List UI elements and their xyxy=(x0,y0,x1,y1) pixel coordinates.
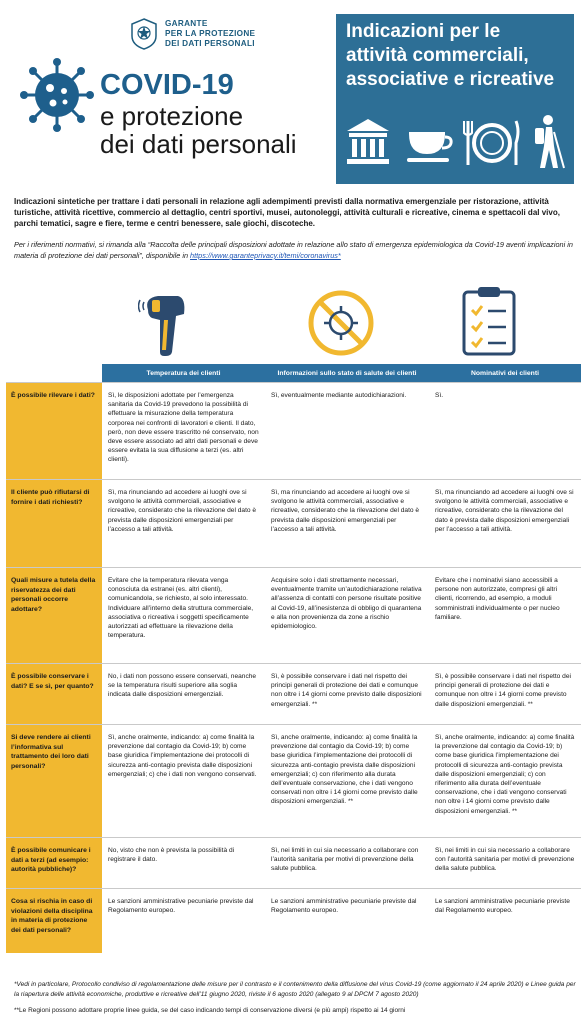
table-cell: Evitare che i nominativi siano accessibili a persone non autorizzate, compresi gli altri clienti, ricorrendo, ad esempio, a moduli somministrati individualmente o per nucleo familiare. xyxy=(435,577,560,621)
table-cell: Le sanzioni amministrative pecuniarie previste dal Regolamento europeo. xyxy=(435,898,570,915)
table-cell: Sì, nei limiti in cui sia necessario a collaborare con l’autorità sanitaria per motivi di prevenzione della salute pubblica. xyxy=(435,847,575,873)
table-row xyxy=(6,837,581,888)
data-table xyxy=(6,364,581,953)
garante-line-3: DEI DATI PERSONALI xyxy=(165,39,255,48)
covid-title: COVID-19 xyxy=(100,69,234,101)
table-cell: Sì, anche oralmente, indicando: a) come finalità la prevenzione dal contagio da Covid-19; b) come base giuridica l’implementazione dei protocolli di sicurezza anti-contagio prevista dalle disposizioni emergenziali; c) con riferimento alla durata dell’eventuale conservazione, che i dati vengono conservati non oltre i 14 giorni come previsto dalle disposizioni emergenziali. ** xyxy=(271,734,418,806)
table-corner xyxy=(6,364,102,382)
plate-cutlery-icon xyxy=(462,117,522,169)
row-question: Quali misure a tutela della riservatezza dei dati personali occorre adottare? xyxy=(6,568,102,663)
intro-reference xyxy=(14,239,579,261)
table-row xyxy=(6,724,581,837)
garante-line-2: PER LA PROTEZIONE xyxy=(165,29,256,38)
table-cell: Sì, è possibile conservare i dati nel rispetto dei principi generali di protezione dei dati e comunque non oltre i 14 giorni come previsto dalle disposizioni emergenziali. ** xyxy=(435,673,571,708)
table-header-row xyxy=(6,364,581,382)
garante-emblem-icon xyxy=(130,18,158,50)
covid-subtitle-line-2: dei dati personali xyxy=(100,129,297,159)
table-cell: Le sanzioni amministrative pecuniarie previste dal Regolamento europeo. xyxy=(271,898,417,915)
column-header-temperature: Temperatura dei clienti xyxy=(102,364,265,382)
banner-title-line-3: associative e ricreative xyxy=(346,69,555,90)
garante-line-1: GARANTE xyxy=(165,19,208,28)
table-cell: Sì, le disposizioni adottate per l’emergenza sanitaria da Covid-19 prevedono la possibilità di effettuare la misurazione della temperatura corporea nei confronti di lavoratori e clienti. Il dato, però, non deve essere trascritto né conservato, non deve essere associato ad altri dati personali e deve essere evitata la sua diffusione a terzi (es. altri clienti). xyxy=(108,392,259,464)
column-header-names: Nominativi dei clienti xyxy=(429,364,581,382)
hiker-icon xyxy=(528,114,568,170)
table-cell: Sì, eventualmente mediante autodichiarazioni. xyxy=(271,392,407,399)
table-cell: No, i dati non possono essere conservati, neanche se la temperatura risulti superiore alla soglia indicata dalle disposizioni emergenziali. xyxy=(108,673,257,699)
virus-forbidden-icon xyxy=(308,290,374,356)
coronavirus-page-link[interactable]: https://www.garanteprivacy.it/temi/coronavirus* xyxy=(190,251,341,260)
table-cell: Sì, è possibile conservare i dati nel rispetto dei principi generali di protezione dei dati e comunque non oltre i 14 giorni come previsto dalle disposizioni emergenziali. ** xyxy=(271,673,422,708)
banner-title-line-1: Indicazioni per le xyxy=(346,21,501,42)
table-row xyxy=(6,382,581,479)
table-cell: Le sanzioni amministrative pecuniarie previste dal Regolamento europeo. xyxy=(108,898,254,915)
table-cell: Sì, ma rinunciando ad accedere ai luoghi ove si svolgono le attività commerciali, associative e ricreative, considerato che la rilevazione del dato è prevista dalle disposizioni emergenziali per l’accesso a tali attività. xyxy=(108,489,257,533)
table-row xyxy=(6,567,581,663)
intro-text: Indicazioni sintetiche per trattare i dati personali in relazione agli adempimenti previsti dalla normativa emergenziale per ristorazione, attività turistiche, attività ricettive, commercio al dettaglio, centri sportivi, musei, autonoleggi, attività culturali e ricreative, cinema e spettacoli dal vivo, parchi tematici, sagre e fiere, terme e centri benessere, sale giochi, discoteche. xyxy=(14,197,560,229)
row-question: Il cliente può rifiutarsi di fornire i dati richiesti? xyxy=(6,480,102,567)
table-cell: No, visto che non è prevista la possibilità di registrare il dato. xyxy=(108,847,235,864)
covid-subtitle xyxy=(100,102,297,158)
table-cell: Sì, ma rinunciando ad accedere ai luoghi ove si svolgono le attività commerciali, associative e ricreative, considerato che la rilevazione del dato è prevista dalle disposizioni emergenziali per l’accesso a tali attività. xyxy=(271,489,420,533)
table-cell: Evitare che la temperatura rilevata venga conosciuta da estranei (es. altri clienti), comunicandola, se richiesto, al solo interessato. Individuare all’interno della struttura commerciale, associativa o ricreativa i soggetti specificamente autorizzati ad effettuare la rilevazione della temperatura. xyxy=(108,577,254,640)
table-cell: Sì, anche oralmente, indicando: a) come finalità la prevenzione dal contagio da Covid-19; b) come base giuridica l’implementazione dei protocolli di sicurezza anti-contagio prevista dalle disposizioni emergenziali; c) con riferimento alla durata dell’eventuale conservazione, che i dati vengono conservati non oltre i 14 giorni come previsto dalle disposizioni emergenziali. ** xyxy=(435,734,575,815)
garante-logo-text xyxy=(165,19,255,49)
row-question: È possibile rilevare i dati? xyxy=(6,383,102,479)
coronavirus-icon xyxy=(20,58,94,132)
table-cell: Sì. xyxy=(435,392,444,399)
table-cell: Sì, ma rinunciando ad accedere ai luoghi ove si svolgono le attività commerciali, associative e ricreative, considerato che la rilevazione del dato è prevista dalle disposizioni emergenziali per l’accesso a tali attività. xyxy=(435,489,574,533)
table-cell: Sì, nei limiti in cui sia necessario a collaborare con l’autorità sanitaria per motivi di prevenzione della salute pubblica. xyxy=(271,847,419,873)
row-question: È possibile comunicare i dati a terzi (ad esempio: autorità pubbliche)? xyxy=(6,838,102,888)
banner-title xyxy=(346,20,570,92)
table-row xyxy=(6,663,581,724)
thermometer-gun-icon xyxy=(138,286,194,358)
table-cell: Acquisire solo i dati strettamente necessari, eventualmente tramite un’autodichiarazione relativa all’assenza di contatti con persone risultate positive al Covid-19, all’inesistenza di obbligo di quarantena e alla non provenienza da zone a rischio epidemiologico. xyxy=(271,577,422,631)
table-cell: Sì, anche oralmente, indicando: a) come finalità la prevenzione dal contagio da Covid-19; b) come base giuridica l’implementazione dei protocolli di sicurezza anti-contagio prevista dalle disposizioni emergenziali; c) che i dati non vengono conservati. xyxy=(108,734,257,778)
intro-reference-text: Per i riferimenti normativi, si rimanda alla “Raccolta delle principali disposizioni adottate in relazione allo stato di emergenza epidemiologica da Covid-19 aventi implicazioni in materia di protezione dei dati personali”, disponibile in xyxy=(14,240,573,260)
footnote-1: *Vedi in particolare, Protocollo condiviso di regolamentazione delle misure per il contrasto e il contenimento della diffusione del virus Covid-19 (come aggiornato il 24 aprile 2020) e Linee guida per la riapertura delle attività economiche, produttive e ricreative dell’11 giugno 2020, riviste il 6 agosto 2020 (allegato 9 al DPCM 7 agosto 2020) xyxy=(14,981,576,998)
column-header-health-info: Informazioni sullo stato di salute dei clienti xyxy=(265,364,429,382)
row-question: Si deve rendere ai clienti l’informativa sul trattamento dei loro dati personali? xyxy=(6,725,102,837)
banner-title-line-2: attività commerciali, xyxy=(346,45,529,66)
footnote-2: **Le Regioni possono adottare proprie linee guida, se del caso indicando tempi di conservazione diversi (e più ampi) rispetto ai 14 giorni xyxy=(14,1007,406,1014)
museum-icon xyxy=(345,117,391,167)
covid-subtitle-line-1: e protezione xyxy=(100,101,244,131)
clipboard-checklist-icon xyxy=(460,284,518,358)
table-row xyxy=(6,479,581,567)
row-question: Cosa si rischia in caso di violazioni della disciplina in materia di protezione dei dati personali? xyxy=(6,889,102,953)
row-question: È possibile conservare i dati? E se sì, per quanto? xyxy=(6,664,102,724)
coffee-cup-icon xyxy=(405,120,453,168)
table-row xyxy=(6,888,581,953)
